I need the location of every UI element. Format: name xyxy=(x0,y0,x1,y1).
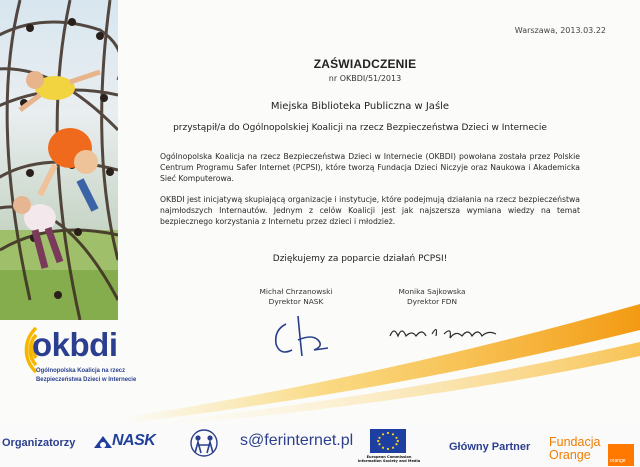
handwritten-signature-nask xyxy=(268,310,334,362)
signer-name: Michał Chrzanowski xyxy=(259,287,333,296)
orange-logo-square: orange xyxy=(608,444,634,466)
document-number: nr OKBDI/51/2013 xyxy=(328,74,402,83)
paragraph-about-coalition: Ogólnopolska Koalicja na rzecz Bezpieczeństwa Dzieci w Internecie (OKBDI) powołana została przez Polskie Centrum Programu Safer Internet (PCPSI), które tworzą Fundacja Dzieci Niczyje oraz Naukowa i Akademicka Sieć Komputerowa. xyxy=(160,152,580,183)
signature-block-nask xyxy=(221,287,371,307)
signature-block-fdn xyxy=(357,287,507,307)
signer-role: Dyrektor NASK xyxy=(268,297,324,306)
handwritten-signature-fdn xyxy=(386,318,510,346)
eu-caption: European Commission Information Society and Media xyxy=(357,455,421,464)
signer-name: Monika Sajkowska xyxy=(398,287,466,296)
fdn-children-logo-icon xyxy=(183,429,225,457)
organizers-label: Organizatorzy xyxy=(2,437,76,449)
okbdi-wordmark: okbdi xyxy=(32,326,118,363)
nask-globe-icon xyxy=(92,434,114,452)
nask-logo-text: NASK xyxy=(112,432,156,449)
children-climbing-photo xyxy=(0,0,118,320)
signer-role: Dyrektor FDN xyxy=(406,297,458,306)
main-partner-label: Główny Partner xyxy=(449,441,531,453)
paragraph-coalition-goal: OKBDI jest inicjatywą skupiającą organizacje i instytucje, które podejmują działania na rzecz bezpieczeństwa najmłodszych Internautów. Jednym z celów Koalicji jest jak najszersza wymiana wiedzy na temat bezpiecznego korzystania z Internetu przez dzieci i młodzież. xyxy=(160,195,580,226)
saferinternet-logo-text: s@ferinternet.pl xyxy=(240,432,354,449)
eu-flag-icon xyxy=(370,429,406,453)
recipient-name: Miejska Biblioteka Publiczna w Jaśle xyxy=(270,101,450,112)
okbdi-subtitle: Ogólnopolska Koalicja na rzecz Bezpieczeństwa Dzieci w Internecie xyxy=(36,367,137,383)
thanks-line: Dziękujemy za poparcie działań PCPSI! xyxy=(272,254,448,264)
fundacja-orange-text: Fundacja Orange xyxy=(549,435,601,462)
certificate-title: ZAŚWIADCZENIE xyxy=(313,57,417,71)
joined-statement: przystąpił/a do Ogólnopolskiej Koalicji na rzecz Bezpieczeństwa Dzieci w Internecie xyxy=(173,123,547,133)
issue-date: Warszawa, 2013.03.22 xyxy=(514,26,606,35)
